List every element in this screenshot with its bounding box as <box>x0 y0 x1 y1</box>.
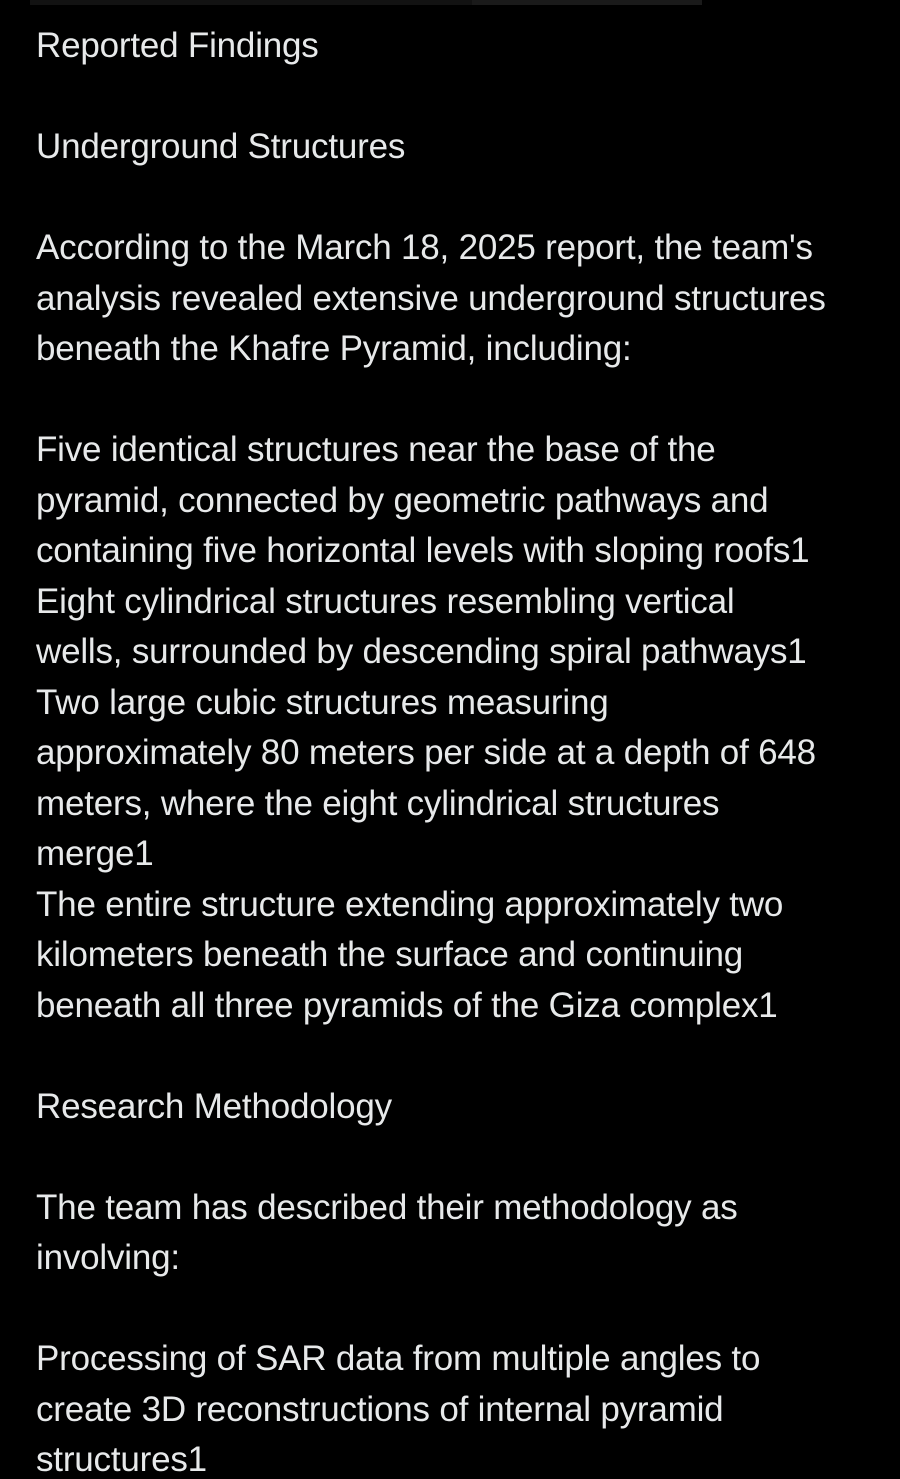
findings-list-line: The entire structure extending approximately two <box>36 884 784 924</box>
sar-processing-line: Processing of SAR data from multiple angles to <box>36 1339 761 1378</box>
findings-list-line: Eight cylindrical structures resembling vertical <box>36 581 735 621</box>
sar-processing-line: create 3D reconstructions of internal pyramid <box>36 1389 724 1429</box>
paragraph-gap <box>36 1284 876 1335</box>
findings-list-line: containing five horizontal levels with sloping roofs1 <box>36 531 810 570</box>
findings-list-line: approximately 80 meters per side at a depth of 648 <box>36 733 816 772</box>
findings-list-line: pyramid, connected by geometric pathways and <box>36 480 769 520</box>
methodology-intro-line: involving: <box>36 1238 180 1277</box>
findings-list-line: beneath all three pyramids of the Giza complex1 <box>36 985 778 1025</box>
paragraph-gap <box>36 72 876 123</box>
heading-research-methodology: Research Methodology <box>36 1086 392 1126</box>
paragraph-gap <box>36 173 876 224</box>
heading-reported-findings: Reported Findings <box>36 26 319 65</box>
findings-list-line: meters, where the eight cylindrical structures <box>36 783 720 823</box>
sar-processing-line: structures1 <box>36 1440 207 1479</box>
heading-underground-structures: Underground Structures <box>36 127 406 166</box>
findings-list-line: merge1 <box>36 834 154 873</box>
findings-list-line: wells, surrounded by descending spiral pathways1 <box>36 632 807 671</box>
paragraph-gap <box>36 1031 876 1082</box>
paragraph-gap <box>36 1132 876 1183</box>
findings-list-line: kilometers beneath the surface and continuing <box>36 935 744 974</box>
methodology-intro-line: The team has described their methodology as <box>36 1187 738 1227</box>
intro-paragraph-line: According to the March 18, 2025 report, the team's <box>36 228 813 267</box>
findings-list-line: Five identical structures near the base of the <box>36 430 716 469</box>
intro-paragraph-line: analysis revealed extensive underground structures <box>36 278 826 318</box>
intro-paragraph-line: beneath the Khafre Pyramid, including: <box>36 329 632 368</box>
paragraph-gap <box>36 375 876 426</box>
document-body <box>36 0 876 1479</box>
findings-list-line: Two large cubic structures measuring <box>36 682 609 722</box>
